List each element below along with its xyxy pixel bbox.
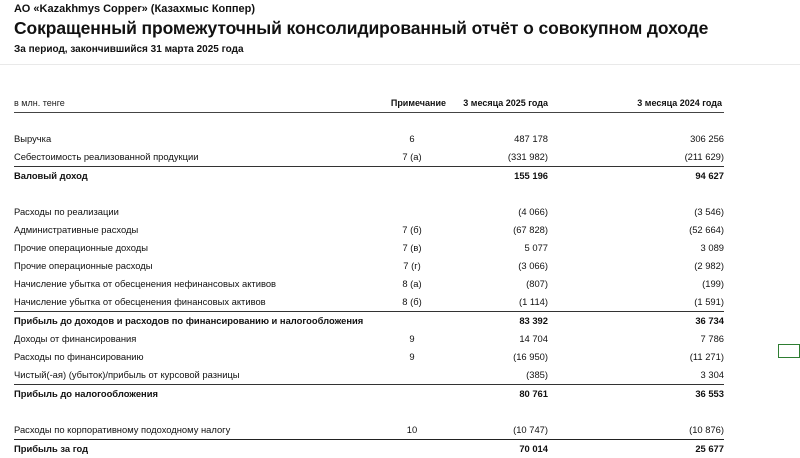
table-row-other-operating-expenses [14, 257, 724, 275]
row-label: Себестоимость реализованной продукции [14, 151, 199, 162]
row-value-2025: 70 014 [519, 443, 548, 454]
side-collapse-handle[interactable] [778, 344, 800, 358]
row-note: 9 [409, 333, 415, 344]
table-row-revenue [14, 130, 724, 148]
row-value-2025: (10 747) [513, 424, 548, 435]
column-header-2025: 3 месяца 2025 года [463, 98, 548, 108]
column-header-units: в млн. тенге [14, 98, 65, 108]
row-spacer [14, 403, 724, 421]
row-value-2025: 14 704 [519, 333, 548, 344]
row-value-2024: 3 089 [700, 242, 724, 253]
row-value-2025: (3 066) [518, 260, 548, 271]
row-value-2025: (331 982) [507, 151, 548, 162]
row-value-2025: 5 077 [524, 242, 548, 253]
income-statement-table [14, 130, 724, 458]
row-value-2024: (1 591) [694, 296, 724, 307]
table-row-profit-before-tax [14, 384, 724, 403]
row-label: Выручка [14, 133, 52, 144]
row-label: Доходы от финансирования [14, 333, 137, 344]
row-value-2024: (10 876) [689, 424, 724, 435]
row-note: 7 (в) [402, 242, 422, 253]
company-name: АО «Kazakhmys Copper» (Казахмыс Коппер) [14, 3, 256, 15]
row-value-2024: 7 786 [700, 333, 724, 344]
row-label: Прочие операционные доходы [14, 242, 148, 253]
column-header-2024: 3 месяца 2024 года [637, 98, 722, 108]
column-header-note: Примечание [390, 98, 446, 108]
row-value-2025: 487 178 [514, 133, 548, 144]
row-note: 7 (а) [402, 151, 422, 162]
row-label: Прибыль за год [14, 443, 89, 454]
row-value-2024: (11 271) [689, 351, 724, 362]
row-label: Валовый доход [14, 170, 88, 181]
row-value-2025: (807) [526, 278, 548, 289]
row-value-2025: 80 761 [519, 388, 548, 399]
row-label: Расходы по реализации [14, 206, 119, 217]
row-value-2025: (1 114) [518, 296, 548, 307]
table-row-admin-expenses [14, 221, 724, 239]
row-note: 6 [409, 133, 415, 144]
table-row-finance-income [14, 330, 724, 348]
table-row-nonfinancial-impairment [14, 275, 724, 293]
row-value-2024: 306 256 [690, 133, 724, 144]
row-note: 9 [409, 351, 415, 362]
row-value-2024: (211 629) [684, 151, 724, 162]
row-note: 10 [406, 424, 418, 435]
row-note: 7 (г) [403, 260, 421, 271]
row-value-2024: 25 677 [695, 443, 724, 454]
row-value-2024: 36 553 [695, 388, 724, 399]
table-row-cost-of-sales [14, 148, 724, 166]
report-period: За период, закончившийся 31 марта 2025 года [14, 44, 244, 55]
table-row-fx-difference [14, 366, 724, 384]
row-value-2024: (2 982) [694, 260, 724, 271]
table-row-selling-expenses [14, 203, 724, 221]
row-value-2025: 83 392 [519, 315, 548, 326]
row-value-2025: (4 066) [518, 206, 548, 217]
row-spacer [14, 185, 724, 203]
row-label: Начисление убытка от обесценения финансовых активов [14, 296, 266, 307]
table-row-operating-profit [14, 311, 724, 330]
report-title: Сокращенный промежуточный консолидированный отчёт о совокупном доходе [14, 18, 709, 38]
row-label: Административные расходы [14, 224, 139, 235]
row-label: Прибыль до доходов и расходов по финансированию и налогообложения [14, 315, 364, 326]
row-value-2025: (16 950) [513, 351, 548, 362]
table-row-income-tax [14, 421, 724, 439]
row-value-2024: 3 304 [700, 369, 724, 380]
row-value-2025: 155 196 [514, 170, 548, 181]
row-note: 7 (б) [402, 224, 422, 235]
row-note: 8 (б) [402, 296, 422, 307]
row-label: Расходы по финансированию [14, 351, 144, 362]
row-value-2024: (3 546) [694, 206, 724, 217]
row-note: 8 (а) [402, 278, 422, 289]
table-row-finance-costs [14, 348, 724, 366]
row-label: Прочие операционные расходы [14, 260, 153, 271]
table-row-profit-for-year [14, 439, 724, 458]
row-value-2025: (67 828) [513, 224, 548, 235]
row-label: Прибыль до налогообложения [14, 388, 158, 399]
table-row-gross-profit [14, 166, 724, 185]
row-value-2024: (52 664) [689, 224, 724, 235]
row-value-2024: (199) [702, 278, 724, 289]
row-value-2024: 94 627 [695, 170, 724, 181]
header-divider [0, 64, 800, 65]
row-label: Расходы по корпоративному подоходному налогу [14, 424, 231, 435]
header-rule [14, 112, 724, 113]
table-row-financial-impairment [14, 293, 724, 311]
row-label: Чистый(-ая) (убыток)/прибыль от курсовой разницы [14, 369, 240, 380]
row-value-2025: (385) [526, 369, 548, 380]
row-value-2024: 36 734 [695, 315, 724, 326]
table-row-other-operating-income [14, 239, 724, 257]
row-label: Начисление убытка от обесценения нефинансовых активов [14, 278, 277, 289]
